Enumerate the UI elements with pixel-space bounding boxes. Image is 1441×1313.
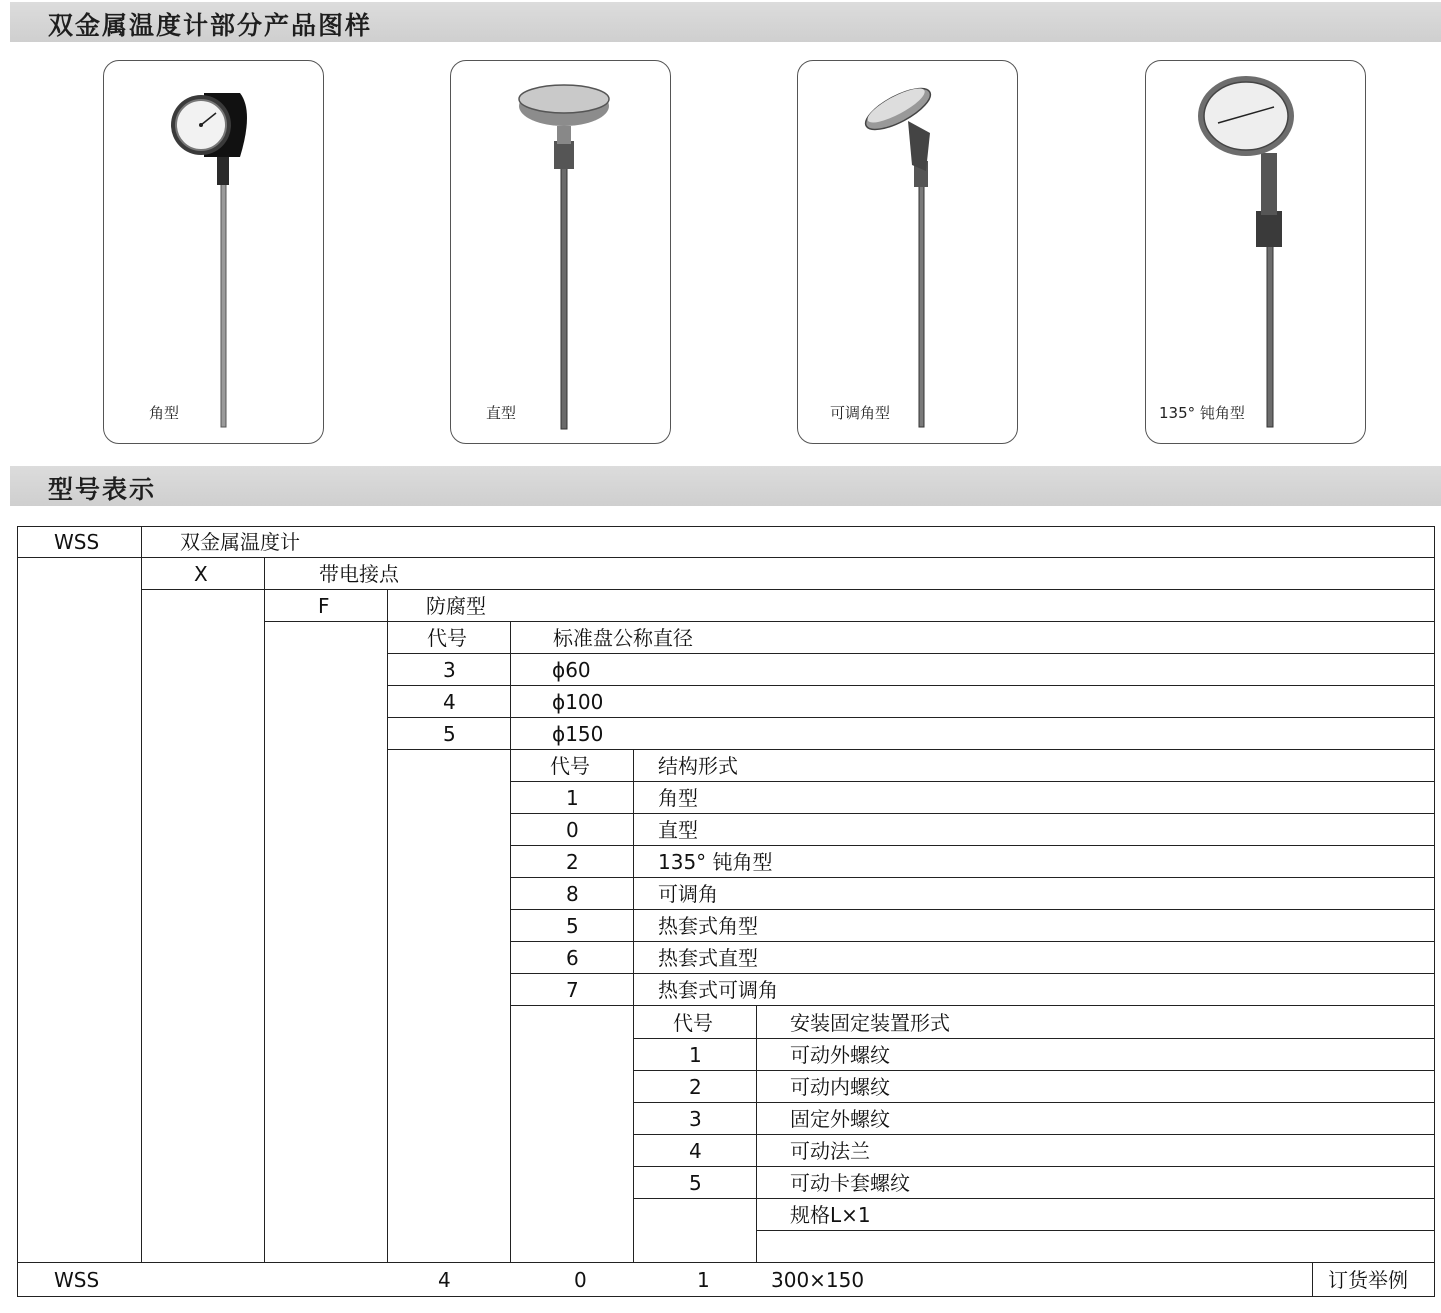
mounting-code: 3 xyxy=(689,1107,702,1131)
dial-desc: ϕ60 xyxy=(552,658,591,682)
product-label: 可调角型 xyxy=(830,404,891,422)
mounting-desc: 可动法兰 xyxy=(790,1139,870,1163)
dial-header-code: 代号 xyxy=(427,626,467,650)
structure-code: 5 xyxy=(566,914,579,938)
structure-header-code: 代号 xyxy=(550,754,590,778)
dial-code: 5 xyxy=(443,722,456,746)
dial-desc: ϕ150 xyxy=(552,722,604,746)
model-code-wss: WSS xyxy=(54,530,100,554)
model-desc-wss: 双金属温度计 xyxy=(180,530,300,554)
structure-code: 1 xyxy=(566,786,579,810)
model-desc-x: 带电接点 xyxy=(319,562,399,586)
example-mounting: 1 xyxy=(697,1268,710,1292)
model-section-title: 型号表示 xyxy=(48,475,157,504)
example-dial: 4 xyxy=(438,1268,451,1292)
structure-code: 2 xyxy=(566,850,579,874)
mounting-code: 1 xyxy=(689,1043,702,1067)
mounting-desc: 可动外螺纹 xyxy=(790,1043,890,1067)
products-section-header xyxy=(10,2,1441,42)
structure-code: 7 xyxy=(566,978,579,1002)
mounting-desc: 可动内螺纹 xyxy=(790,1075,890,1099)
angle-type-thermometer-icon xyxy=(104,61,323,443)
model-code-x: X xyxy=(194,562,208,586)
mounting-header-code: 代号 xyxy=(673,1011,713,1035)
structure-header-desc: 结构形式 xyxy=(658,754,738,778)
structure-desc: 直型 xyxy=(658,818,698,842)
example-label: 订货举例 xyxy=(1328,1268,1408,1292)
dial-header-desc: 标准盘公称直径 xyxy=(553,626,693,650)
dial-desc: ϕ100 xyxy=(552,690,604,714)
structure-desc: 可调角 xyxy=(658,882,718,906)
example-spec: 300×150 xyxy=(771,1268,865,1292)
product-label: 135° 钝角型 xyxy=(1159,404,1245,422)
structure-desc: 热套式角型 xyxy=(658,914,758,938)
straight-type-thermometer-icon xyxy=(451,61,670,443)
model-desc-f: 防腐型 xyxy=(426,594,486,618)
structure-desc: 热套式直型 xyxy=(658,946,758,970)
product-card-obtuse xyxy=(1145,60,1366,444)
product-card-adjustable xyxy=(797,60,1018,444)
structure-code: 8 xyxy=(566,882,579,906)
example-structure: 0 xyxy=(574,1268,587,1292)
products-section-title: 双金属温度计部分产品图样 xyxy=(48,11,373,40)
mounting-code: 2 xyxy=(689,1075,702,1099)
spec-label: 规格L×1 xyxy=(790,1203,871,1227)
obtuse-angle-thermometer-icon xyxy=(1146,61,1365,443)
mounting-header-desc: 安装固定装置形式 xyxy=(790,1011,950,1035)
structure-code: 6 xyxy=(566,946,579,970)
structure-desc: 135° 钝角型 xyxy=(658,850,773,874)
product-label: 角型 xyxy=(149,404,180,422)
example-model: WSS xyxy=(54,1268,100,1292)
model-code-f: F xyxy=(318,594,330,618)
mounting-code: 5 xyxy=(689,1171,702,1195)
mounting-code: 4 xyxy=(689,1139,702,1163)
product-label: 直型 xyxy=(486,404,517,422)
structure-desc: 角型 xyxy=(658,786,698,810)
structure-code: 0 xyxy=(566,818,579,842)
adjustable-angle-thermometer-icon xyxy=(798,61,1017,443)
dial-code: 4 xyxy=(443,690,456,714)
model-section-header xyxy=(10,466,1441,506)
product-card-straight xyxy=(450,60,671,444)
dial-code: 3 xyxy=(443,658,456,682)
mounting-desc: 固定外螺纹 xyxy=(790,1107,890,1131)
mounting-desc: 可动卡套螺纹 xyxy=(790,1171,910,1195)
structure-desc: 热套式可调角 xyxy=(658,978,778,1002)
product-card-angle xyxy=(103,60,324,444)
